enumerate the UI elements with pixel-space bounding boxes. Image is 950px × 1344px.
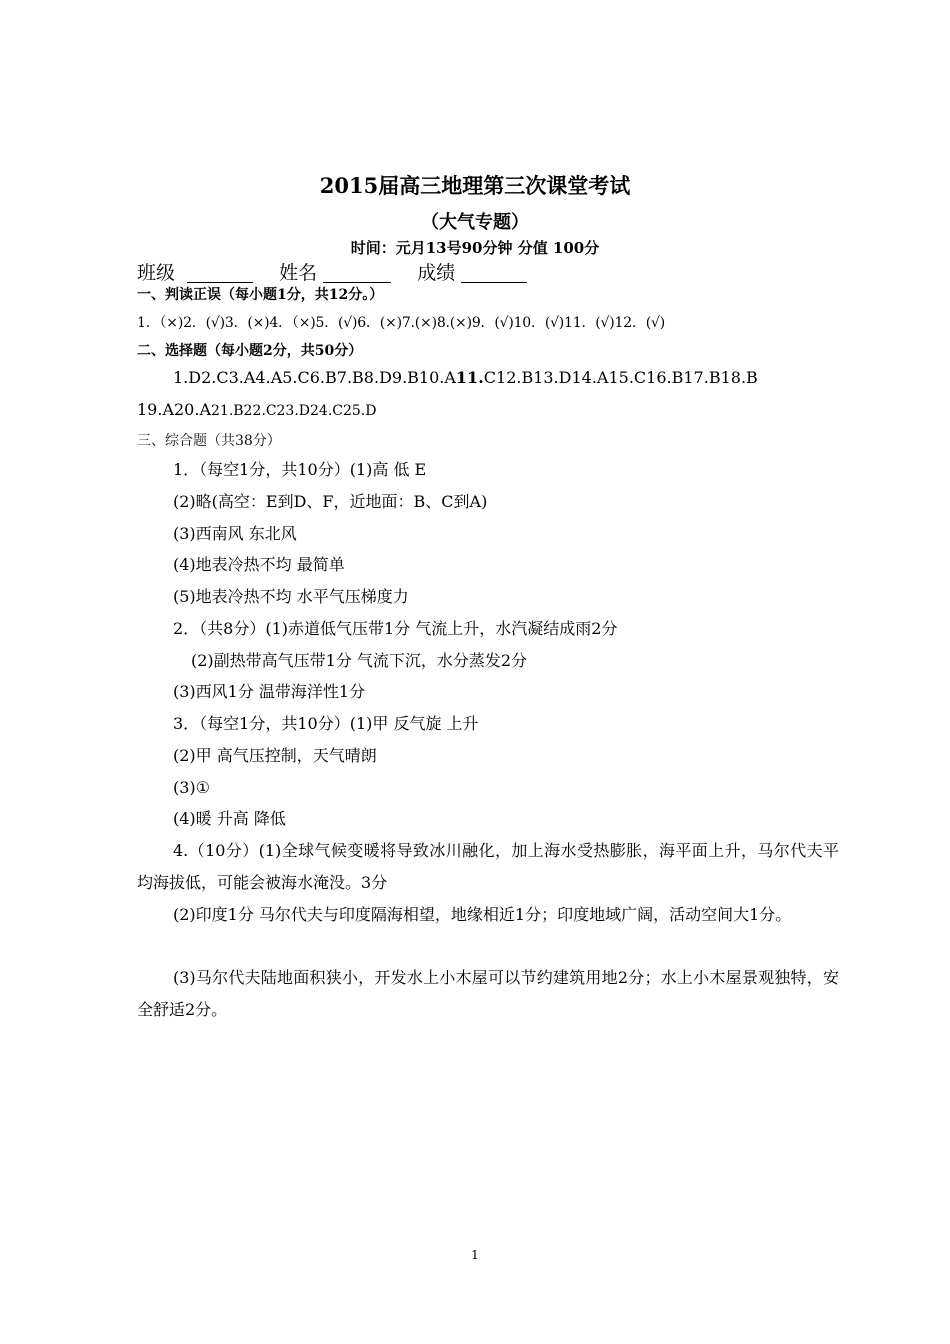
score-label: 成绩 <box>417 262 456 284</box>
answer-line: 2．（共8分）(1)赤道低气压带1分 气流上升，水汽凝结成雨2分 <box>173 619 618 638</box>
score-blank <box>461 262 527 283</box>
mc-answers-part1: 1.D2.C3.A4.A5.C6.B7.B8.D9.B10.A <box>173 368 456 387</box>
mc-answers-part2: C12.B13.D14.A15.C16.B17.B18.B <box>483 368 758 387</box>
student-info-line <box>137 258 527 285</box>
answer-line: (2)甲 高气压控制，天气晴朗 <box>173 746 377 765</box>
answer-line: (5)地表冷热不均 水平气压梯度力 <box>173 587 409 606</box>
section2-answers-line1 <box>173 368 758 387</box>
exam-info: 时间：元月13号90分钟 分值 100分 <box>350 239 600 257</box>
answer-line: (2)副热带高气压带1分 气流下沉，水分蒸发2分 <box>191 651 528 670</box>
section3-heading: 三、综合题（共38分） <box>137 433 281 449</box>
section2-answers-line2 <box>137 400 376 419</box>
answer-line: (3)① <box>173 778 211 797</box>
class-blank <box>187 262 253 283</box>
mc-answers-bold: 11. <box>455 368 484 387</box>
answer-paragraph-4-3: (3)马尔代夫陆地面积狭小，开发水上小木屋可以节约建筑用地2分；水上小木屋景观独特，安全舒适2分。 <box>137 968 839 1019</box>
name-blank <box>323 262 391 283</box>
section1-heading: 一、判读正误（每小题1分，共12分。） <box>137 287 384 303</box>
answer-line: (4)地表冷热不均 最简单 <box>173 555 345 574</box>
answer-line: (2)略(高空：E到D、F，近地面：B、C到A) <box>173 492 488 511</box>
answer-line: (4)暖 升高 降低 <box>173 809 286 828</box>
class-label: 班级 <box>137 262 176 284</box>
answer-line: (3)西风1分 温带海洋性1分 <box>173 682 366 701</box>
name-label: 姓名 <box>279 262 318 284</box>
section1-answers: 1．（×)2．(√)3．(×)4．（×)5．(√)6．(×)7.(×)8.(×)9．(√)10．(√)11．(√)12．(√) <box>137 315 665 331</box>
answer-paragraph-4-1: 4.（10分）(1)全球气候变暖将导致冰川融化，加上海水受热膨胀，海平面上升，马尔代夫平均海拔低，可能会被海水淹没。3分 <box>137 841 839 892</box>
answer-line: (3)西南风 东北风 <box>173 524 297 543</box>
mc-answers-part4: 21.B22.C23.D24.C25.D <box>211 403 377 419</box>
answer-paragraph-4-2: (2)印度1分 马尔代夫与印度隔海相望，地缘相近1分；印度地域广阔，活动空间大1分。 <box>173 905 792 924</box>
page-title: 2015届高三地理第三次课堂考试 <box>319 173 631 198</box>
section2-heading: 二、选择题（每小题2分，共50分） <box>137 343 363 359</box>
answer-line: 3．（每空1分，共10分）(1)甲 反气旋 上升 <box>173 714 479 733</box>
answer-line: 1．（每空1分，共10分）(1)高 低 E <box>173 460 427 479</box>
page-number: 1 <box>471 1248 479 1262</box>
mc-answers-part3: 19.A20.A <box>137 400 211 419</box>
page-subtitle: （大气专题） <box>421 212 529 233</box>
